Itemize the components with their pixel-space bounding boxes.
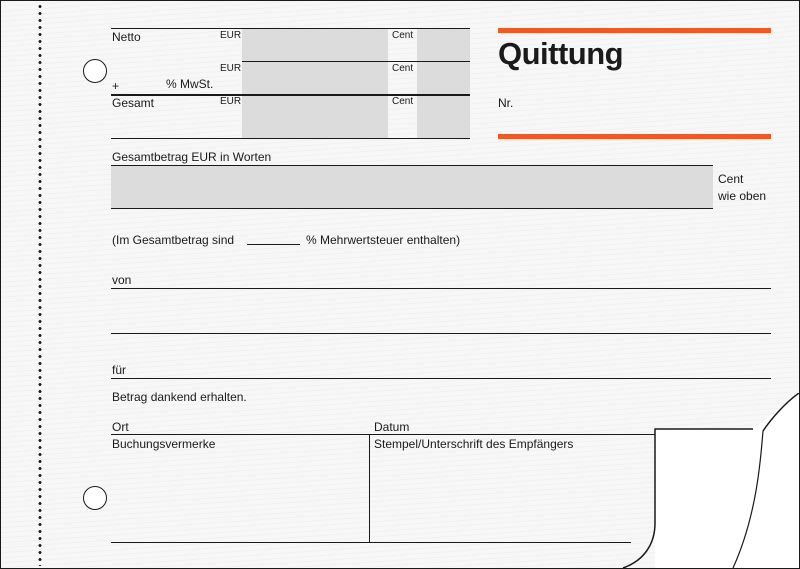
- from-second-line[interactable]: [111, 333, 771, 334]
- title-bar-bottom: [498, 134, 771, 139]
- place-label: Ort: [112, 420, 129, 434]
- page-curl-icon: [613, 393, 799, 568]
- vat-percent-field[interactable]: [247, 244, 300, 245]
- plus-sign: +: [112, 79, 120, 93]
- cent-label-gesamt: Cent: [392, 96, 414, 107]
- amount-words-bottom-line: [111, 208, 713, 209]
- netto-line: [111, 28, 470, 29]
- cent-label-mwst: Cent: [392, 63, 414, 74]
- vat-note-suffix: % Mehrwertsteuer enthalten): [306, 233, 461, 247]
- vat-note-prefix: (Im Gesamtbetrag sind: [112, 233, 235, 247]
- place-date-line[interactable]: [111, 434, 655, 435]
- currency-label-gesamt: EUR: [220, 96, 242, 107]
- signature-label: Stempel/Unterschrift des Empfängers: [374, 437, 574, 451]
- currency-label-netto: EUR: [220, 30, 242, 41]
- euro-amount-field[interactable]: [242, 28, 388, 138]
- receipt-title: Quittung: [498, 36, 624, 71]
- bottom-divider: [369, 434, 370, 542]
- date-label: Datum: [374, 420, 410, 434]
- netto-label: Netto: [112, 30, 141, 44]
- for-line[interactable]: [111, 378, 771, 379]
- from-label: von: [112, 273, 132, 287]
- punch-hole-bottom: [83, 486, 107, 510]
- cent-as-above-line1: Cent: [718, 172, 744, 186]
- currency-label-mwst: EUR: [220, 63, 242, 74]
- punch-hole-top: [83, 59, 107, 83]
- amount-words-label: Gesamtbetrag EUR in Worten: [112, 150, 272, 164]
- title-bar-top: [498, 28, 771, 33]
- gesamt-line: [111, 94, 470, 96]
- mwst-line: [242, 61, 470, 62]
- perforation-line: [38, 3, 42, 566]
- cent-as-above-line2: wie oben: [718, 189, 767, 203]
- booking-notes-label: Buchungsvermerke: [112, 437, 216, 451]
- cent-label-netto: Cent: [392, 30, 414, 41]
- number-label: Nr.: [498, 96, 514, 110]
- from-line[interactable]: [111, 288, 771, 289]
- gesamt-label: Gesamt: [112, 96, 155, 110]
- cent-amount-field[interactable]: [417, 28, 470, 138]
- bottom-line: [111, 542, 631, 543]
- gesamt-bottom-line: [111, 138, 470, 139]
- for-label: für: [112, 363, 127, 377]
- amount-words-field[interactable]: [111, 166, 713, 208]
- mwst-label: % MwSt.: [166, 77, 214, 91]
- received-text: Betrag dankend erhalten.: [112, 390, 247, 404]
